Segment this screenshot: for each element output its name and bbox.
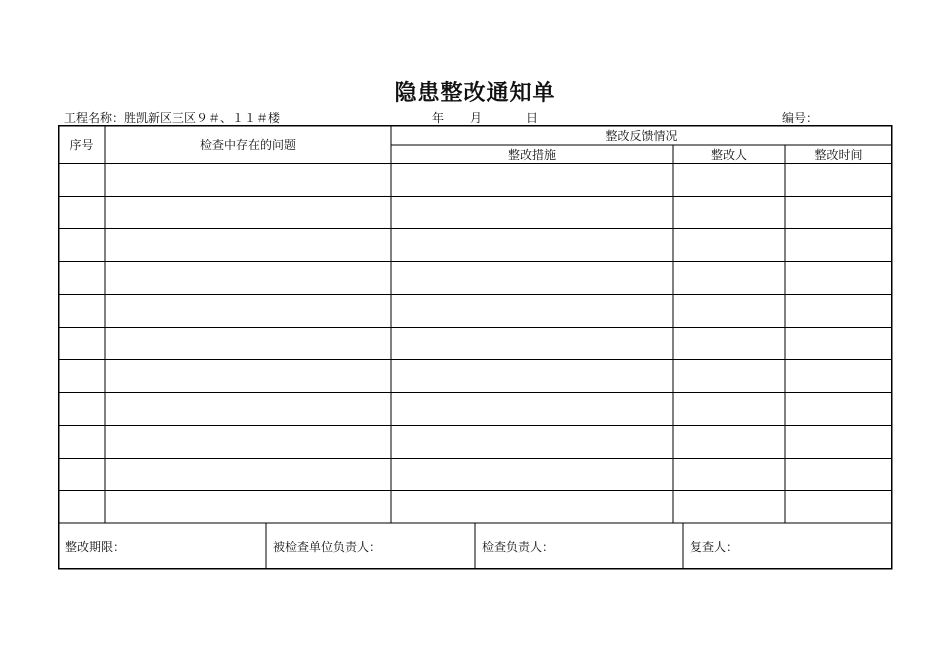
date-month: 月 bbox=[470, 111, 483, 125]
date-year: 年 bbox=[432, 111, 445, 125]
date-day: 日 bbox=[526, 111, 539, 125]
table-row bbox=[58, 261, 892, 294]
table-row bbox=[58, 228, 892, 261]
table-row bbox=[58, 196, 892, 229]
page-title: 隐患整改通知单 bbox=[394, 81, 556, 106]
header-time: 整改时间 bbox=[814, 147, 863, 162]
document-number: 编号： bbox=[782, 111, 819, 125]
table-row bbox=[58, 425, 892, 458]
project-name: 工程名称：胜凯新区三区９＃、１１＃楼 bbox=[64, 111, 281, 125]
table-row bbox=[58, 458, 892, 491]
header-index: 序号 bbox=[69, 137, 94, 152]
footer-deadline: 整改期限： bbox=[65, 539, 126, 554]
header-feedback-group: 整改反馈情况 bbox=[605, 128, 678, 143]
header-issue: 检查中存在的问题 bbox=[199, 137, 296, 152]
table-row bbox=[58, 294, 892, 327]
table-row bbox=[58, 490, 892, 523]
table-row bbox=[58, 327, 892, 360]
footer-inspection-head: 检查负责人： bbox=[482, 539, 555, 554]
footer-reviewer: 复查人： bbox=[690, 539, 739, 554]
header-responsible: 整改人 bbox=[710, 147, 747, 162]
footer-inspected-unit-head: 被检查单位负责人： bbox=[273, 539, 382, 554]
header-measures: 整改措施 bbox=[507, 147, 556, 162]
table-row bbox=[58, 359, 892, 392]
table-row bbox=[58, 163, 892, 196]
notice-table bbox=[58, 125, 892, 569]
table-row bbox=[58, 392, 892, 425]
